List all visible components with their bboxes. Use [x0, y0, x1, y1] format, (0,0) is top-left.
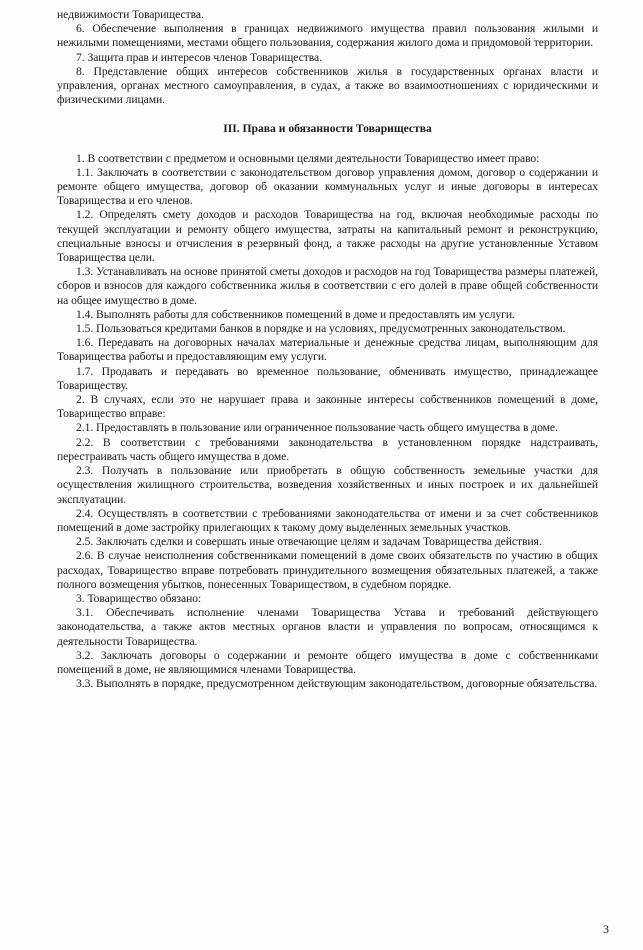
- paragraph-3: 3. Товарищество обязано:: [76, 591, 202, 605]
- paragraph-1-4: 1.4. Выполнять работы для собственников помещений в доме и предоставлять им услуги.: [76, 307, 515, 321]
- paragraph-2: 2. В случаях, если это не нарушает права и законные интересы собственников помещений в доме, Товарищество вправе:: [57, 393, 598, 421]
- paragraph-1-2: 1.2. Определять смету доходов и расходов Товарищества на год, включая необходимые расходы по текущей эксплуатации и ремонту общего имущества, затраты на капитальный ремонт и реконструкцию, специальные взносы и отчисления в резервный фонд, а также расходы на другие установленные Уставом Товарищества цели.: [57, 208, 598, 265]
- intro-paragraph-7: 7. Защита прав и интересов членов Товарищества.: [76, 50, 322, 64]
- paragraph-2-4: 2.4. Осуществлять в соответствии с требованиями законодательства от имени и за счет собственников помещений в доме застройку прилегающих к такому дому выделенных земельных участков.: [57, 506, 598, 534]
- paragraph-3-1: 3.1. Обеспечивать исполнение членами Товарищества Устава и требований действующего законодательства, а также актов местных органов власти и управления по вопросам, относящимся к деятельности Товарищества.: [57, 606, 598, 648]
- intro-paragraph-8: 8. Представление общих интересов собственников жилья в государственных органах власти и управления, органах местного самоуправления, в судах, а также во взаимоотношениях с юридическими и физическими лицами.: [57, 64, 598, 107]
- paragraph-1-6: 1.6. Передавать на договорных началах материальные и денежные средства лицам, выполняющим для Товарищества работы и предоставляющим ему услуги.: [57, 336, 598, 364]
- section-title: III. Права и обязанности Товарищества: [223, 122, 432, 136]
- paragraph-1: 1. В соответствии с предметом и основными целями деятельности Товарищество имеет право:: [76, 151, 540, 165]
- paragraph-2-2: 2.2. В соответствии с требованиями законодательства в установленном порядке надстраивать, перестраивать часть общего имущества в доме.: [57, 435, 598, 463]
- paragraph-1-1: 1.1. Заключать в соответствии с законодательством договор управления домом, договор о содержании и ремонте общего имущества, договор об оказании коммунальных услуг и иные договоры в интересах Товарищества и его членов.: [57, 165, 598, 208]
- paragraph-3-3: 3.3. Выполнять в порядке, предусмотренном действующим законодательством, договорные обязательства.: [76, 677, 598, 691]
- page-number: 3: [603, 922, 609, 936]
- intro-paragraph-continuation: недвижимости Товарищества.: [57, 8, 204, 21]
- paragraph-2-5: 2.5. Заключать сделки и совершать иные отвечающие целям и задачам Товарищества действия.: [76, 535, 542, 549]
- paragraph-3-2: 3.2. Заключать договоры о содержании и ремонте общего имущества в доме с собственниками помещений в доме, не являющимися членами Товарищества.: [57, 648, 598, 676]
- paragraph-1-7: 1.7. Продавать и передавать во временное пользование, обменивать имущество, принадлежащее Товариществу.: [57, 364, 598, 392]
- paragraph-2-3: 2.3. Получать в пользование или приобретать в общую собственность земельные участки для осуществления жилищного строительства, возведения хозяйственных и иных построек и их дальнейшей эксплуатации.: [57, 464, 598, 506]
- paragraph-1-3: 1.3. Устанавливать на основе принятой сметы доходов и расходов на год Товарищества размеры платежей, сборов и взносов для каждого собственника жилья в соответствии с его долей в праве общей собственности на общее имущество в доме.: [57, 265, 598, 307]
- paragraph-1-5: 1.5. Пользоваться кредитами банков в порядке и на условиях, предусмотренных законодательством.: [76, 322, 566, 336]
- document-body: [57, 8, 598, 691]
- paragraph-2-6: 2.6. В случае неисполнения собственниками помещений в доме своих обязательств по участию в общих расходах, Товарищество вправе потребовать принудительного возмещения обязательных платежей, а также полного возмещения убытков, понесенных Товариществом, в судебном порядке.: [57, 549, 598, 591]
- intro-paragraph-6: 6. Обеспечение выполнения в границах недвижимого имущества правил пользования жилыми и нежилыми помещениями, местами общего пользования, содержания жилого дома и придомовой территории.: [57, 22, 598, 50]
- paragraph-2-1: 2.1. Предоставлять в пользование или ограниченное пользование часть общего имущества в доме.: [76, 421, 558, 435]
